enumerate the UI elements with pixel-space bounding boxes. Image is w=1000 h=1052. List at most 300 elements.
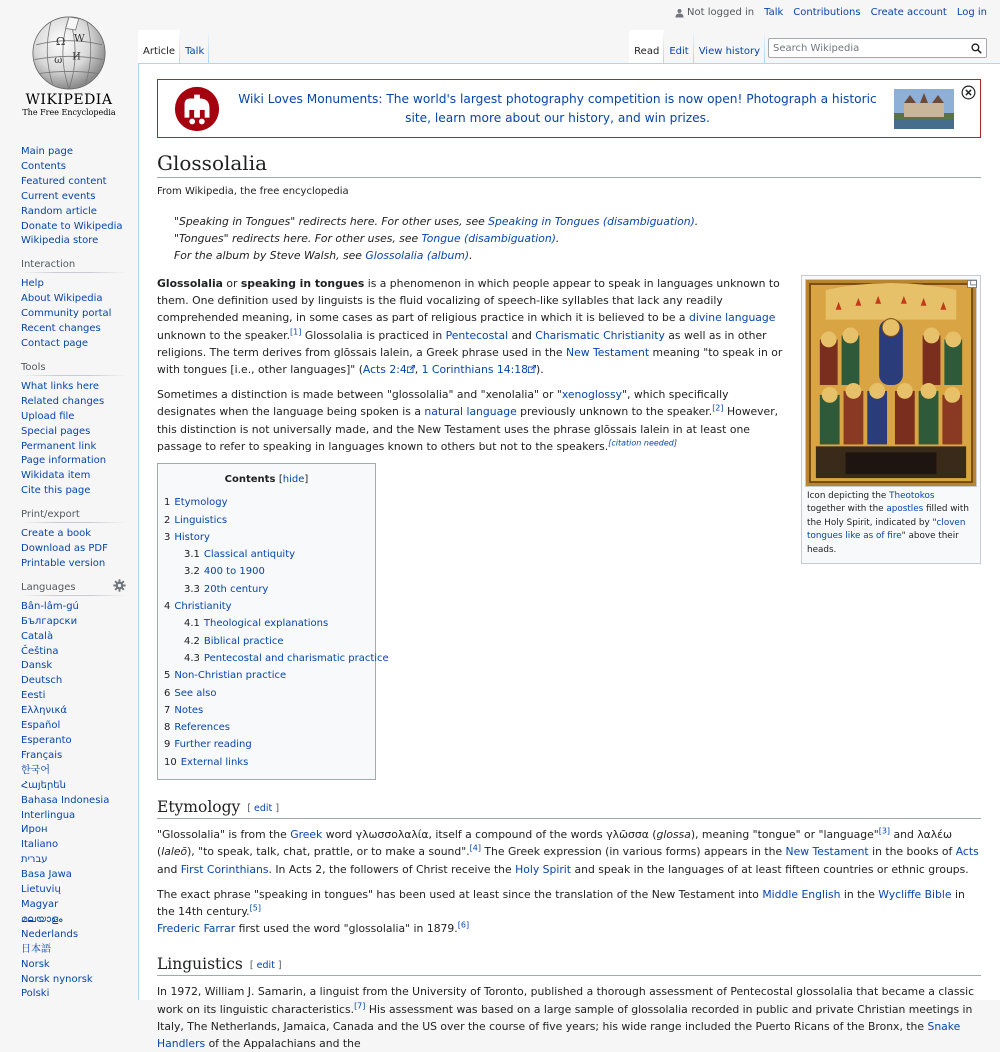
toc-number: 4: [164, 601, 171, 613]
reference-link[interactable]: [7]: [354, 1001, 366, 1011]
toc-number: 10: [164, 756, 177, 768]
text: unknown to the speaker.: [157, 328, 291, 342]
toc-link[interactable]: Theological explanations: [203, 618, 329, 630]
section-heading-etymology: [157, 797, 981, 819]
sidebar-language-item: [21, 868, 126, 883]
sidebar-language-item: [21, 600, 126, 615]
article-link[interactable]: xenoglossy: [561, 388, 623, 402]
logo-tagline: The Free Encyclopedia: [22, 108, 116, 117]
sidebar-nav-item: [21, 234, 126, 249]
sidebar-language-link[interactable]: Español: [21, 720, 61, 732]
toc-hide-link[interactable]: hide: [282, 474, 305, 486]
toc-number: 3.2: [184, 566, 200, 578]
toc-number: 8: [164, 722, 171, 734]
sidebar-language-item: [21, 898, 126, 913]
sidebar-nav-item: [21, 205, 126, 220]
caption-text: Icon depicting the: [807, 491, 890, 501]
linguistics-section: [157, 983, 981, 1052]
sidebar-language-link[interactable]: Ирон: [21, 824, 48, 836]
text: His assessment was based on a large sample of glossolalia recorded in public and private Christian meetings in Italy, The Netherlands, Jamaica, Canada and the US over the course of five years; his wide range included the Puerto Ricans of the Bronx, the: [157, 1002, 973, 1033]
central-notice-banner: [157, 79, 981, 138]
external-link-icon: [407, 365, 415, 373]
toc-number: 7: [164, 704, 171, 716]
hatnote-text: "Speaking in Tongues" redirects here. For other uses, see: [174, 215, 489, 228]
sidebar-language-item: [21, 794, 126, 809]
sidebar-tools-link[interactable]: What links here: [21, 380, 100, 392]
lead-paragraph: [157, 386, 785, 455]
toc-link[interactable]: Pentecostal and charismatic practice: [203, 652, 389, 664]
svg-text:W: W: [73, 31, 85, 45]
caption-text: filled with the Holy Spirit, indicated by ": [807, 504, 969, 528]
sidebar-print-link[interactable]: Download as PDF: [21, 543, 108, 555]
sidebar-tools-link[interactable]: Page information: [21, 455, 107, 467]
tab-article-label: Article: [143, 46, 176, 57]
contributions-link[interactable]: Contributions: [793, 7, 861, 18]
castle-photo[interactable]: [894, 89, 954, 129]
tab-edit[interactable]: [664, 30, 693, 63]
sidebar: [21, 145, 126, 1012]
external-link-icon: [528, 365, 536, 373]
sidebar-language-link[interactable]: Basa Jawa: [21, 869, 72, 881]
external-link[interactable]: [422, 363, 536, 376]
sidebar-language-item: [21, 749, 126, 764]
not-logged-in-label: Not logged in: [687, 7, 755, 18]
sidebar-nav-link[interactable]: Donate to Wikipedia: [21, 220, 123, 232]
hatnote-text: For the album by Steve Walsh, see: [174, 249, 366, 262]
sidebar-language-link[interactable]: Esperanto: [21, 735, 72, 746]
sidebar-language-item: [21, 928, 126, 943]
puzzle-globe-icon: [28, 12, 110, 94]
caption-link[interactable]: Theotokos: [889, 491, 935, 501]
sidebar-interaction-item: [21, 337, 126, 352]
lead-section: [157, 275, 981, 780]
etymology-section: [157, 826, 981, 937]
sidebar-nav-item: [21, 160, 126, 175]
sidebar-language-link[interactable]: Norsk nynorsk: [21, 973, 93, 985]
article-link[interactable]: Charismatic Christianity: [535, 328, 665, 342]
sidebar-language-item: [21, 645, 126, 660]
navigation-portal: [21, 145, 126, 249]
user-talk-link[interactable]: Talk: [764, 7, 784, 18]
paragraph: [157, 983, 981, 1052]
sidebar-tools-item: [21, 380, 126, 395]
svg-text:Ω: Ω: [55, 33, 66, 48]
text: ", which specifically designates when the language being spoken is a: [157, 388, 729, 419]
sidebar-tools-item: [21, 425, 126, 440]
interaction-heading: Interaction: [21, 259, 126, 273]
sidebar-tools-item: [21, 469, 126, 484]
sidebar-language-item: [21, 630, 126, 645]
sidebar-language-link[interactable]: Български: [21, 615, 78, 627]
toc-number: 3: [164, 531, 171, 543]
sidebar-language-item: [21, 734, 126, 749]
toc-link[interactable]: 20th century: [203, 583, 269, 595]
sidebar-language-link[interactable]: Norsk: [21, 958, 50, 970]
italic-term: laleō: [161, 845, 188, 859]
sidebar-language-link[interactable]: മലയാളം: [21, 913, 63, 925]
sidebar-print-item: [21, 557, 126, 572]
sidebar-tools-link[interactable]: Special pages: [21, 425, 91, 437]
paragraph: [157, 826, 981, 878]
sidebar-language-link[interactable]: Ελληνικά: [21, 705, 67, 717]
toc-item[interactable]: [164, 529, 369, 546]
toc-number: 9: [164, 739, 171, 751]
article-link[interactable]: divine language: [688, 311, 776, 325]
text: ,: [414, 363, 422, 377]
text: "Glossolalia" is from the: [157, 828, 291, 842]
page-title: Glossolalia: [157, 151, 981, 178]
toc-title: [164, 471, 369, 488]
banner-message[interactable]: Wiki Loves Monuments: The world's largest photography competition is now open! Photograph a historic site, learn more about our history, and win prizes.: [238, 91, 877, 125]
article-link[interactable]: Acts: [955, 845, 979, 859]
log-in-link[interactable]: Log in: [956, 7, 987, 18]
languages-heading-label: Languages: [21, 581, 76, 593]
caption-text: together with the: [807, 504, 887, 515]
caption-link[interactable]: cloven tongues like as of fire: [807, 517, 966, 542]
text: first used the word "glossolalia" in 1879.: [235, 922, 458, 936]
text: and λαλέω (: [157, 828, 952, 859]
sidebar-language-item: [21, 615, 126, 630]
sidebar-language-link[interactable]: Nederlands: [21, 928, 79, 940]
toc-list: [164, 494, 389, 771]
text: is a phenomenon in which people appear to speak in languages unknown to them. One definition used by linguists is the fluid vocalizing of speech-like syllables that lack any readily comprehended meaning, in some cases as part of religious practice in which it is believed to be a: [157, 277, 780, 325]
sidebar-language-item: [21, 987, 126, 1002]
sidebar-interaction-item: [21, 277, 126, 292]
tab-view-history[interactable]: [694, 30, 765, 63]
bold-term: Glossolalia: [157, 277, 223, 290]
tab-article[interactable]: [138, 30, 180, 63]
hatnote-text: .: [694, 215, 699, 228]
toc-link[interactable]: Linguistics: [174, 514, 228, 526]
toc-link[interactable]: Further reading: [174, 739, 252, 751]
sidebar-nav-link[interactable]: Current events: [21, 190, 96, 202]
toc-item[interactable]: [164, 546, 369, 563]
print-list: [21, 527, 126, 572]
article-link[interactable]: Wycliffe Bible: [878, 887, 952, 901]
toc-number: 3.3: [184, 583, 200, 595]
text: meaning "to speak in or with tongues [i.e., other languages]" (: [157, 345, 783, 377]
edit-section-link[interactable]: edit: [256, 960, 275, 972]
sidebar-language-link[interactable]: Čeština: [21, 645, 59, 657]
hatnote: [157, 230, 981, 247]
sidebar-tools-item: [21, 440, 126, 455]
sidebar-nav-link[interactable]: Featured content: [21, 175, 107, 187]
text: of the Appalachians and the: [205, 1037, 361, 1051]
article-link[interactable]: Middle English: [762, 887, 841, 901]
article-link[interactable]: New Testament: [785, 845, 869, 859]
sidebar-language-item: [21, 943, 126, 958]
hatnote-link[interactable]: Tongue (disambiguation): [421, 232, 556, 245]
reference-link[interactable]: [5]: [249, 903, 261, 913]
hatnote-text: .: [555, 232, 560, 245]
reference-link[interactable]: [1]: [290, 327, 302, 337]
toc-item[interactable]: [164, 581, 369, 598]
paragraph: [157, 886, 981, 938]
bold-term: speaking in tongues: [240, 277, 365, 290]
toc-title-label: Contents: [224, 474, 276, 486]
infobox-thumbnail: [801, 275, 981, 564]
section-title: Linguistics: [157, 955, 243, 974]
sidebar-tools-item: [21, 395, 126, 410]
toc-item[interactable]: [164, 736, 369, 753]
toc-item[interactable]: [164, 650, 389, 667]
main-content: [138, 63, 1000, 1051]
tools-portal: [21, 362, 126, 499]
sidebar-language-item: [21, 973, 126, 988]
tab-read[interactable]: [629, 30, 664, 63]
sidebar-nav-item: [21, 175, 126, 190]
toc-link[interactable]: See also: [174, 687, 217, 699]
toc-link[interactable]: Christianity: [174, 601, 232, 613]
sidebar-language-item: [21, 674, 126, 689]
toc-item[interactable]: [164, 633, 369, 650]
hatnote-text: "Tongues" redirects here. For other uses, see: [174, 232, 422, 245]
text: The Greek expression (in various forms) appears in the: [481, 845, 786, 859]
text: previously unknown to the speaker.: [516, 405, 713, 419]
sidebar-interaction-link[interactable]: Community portal: [21, 308, 112, 320]
reference-link[interactable]: [2]: [712, 403, 724, 413]
article-link[interactable]: New Testament: [566, 345, 650, 359]
hatnote-text: .: [469, 249, 473, 262]
toc-number: 3.1: [184, 549, 200, 561]
sidebar-tools-link[interactable]: Wikidata item: [21, 470, 91, 482]
sidebar-tools-link[interactable]: Cite this page: [21, 485, 91, 497]
svg-text:И: И: [72, 51, 81, 63]
toc-link[interactable]: Classical antiquity: [203, 549, 296, 561]
reference-link[interactable]: [3]: [878, 826, 891, 836]
sidebar-interaction-item: [21, 322, 126, 337]
print-heading: Print/export: [21, 509, 126, 523]
sidebar-language-item: [21, 823, 126, 838]
text: ).: [536, 363, 544, 377]
sidebar-language-link[interactable]: Interlingua: [21, 809, 76, 821]
site-subtitle: From Wikipedia, the free encyclopedia: [157, 186, 349, 197]
toc-item[interactable]: [164, 702, 369, 719]
article-link[interactable]: Greek: [290, 828, 323, 842]
toc-number: 6: [164, 687, 171, 699]
tab-read-label: Read: [634, 46, 660, 57]
search-input[interactable]: [769, 43, 968, 54]
wiki-loves-monuments-logo[interactable]: [173, 85, 221, 133]
sidebar-language-link[interactable]: Dansk: [21, 660, 53, 672]
user-icon: [675, 8, 684, 18]
toc-item[interactable]: [164, 512, 369, 529]
text: in the: [840, 887, 879, 901]
tab-talk-label[interactable]: Talk: [185, 46, 205, 57]
reference-link[interactable]: [6]: [457, 920, 470, 930]
article-link[interactable]: Snake Handlers: [157, 1019, 961, 1051]
not-logged-in: [675, 7, 754, 18]
toc-number: 2: [164, 514, 171, 526]
close-icon[interactable]: [961, 85, 976, 100]
sidebar-language-link[interactable]: Français: [21, 749, 63, 761]
sidebar-interaction-link[interactable]: Recent changes: [21, 323, 101, 335]
text: In 1972, William J. Samarin, a linguist from the University of Toronto, published a thorough assessment of Pentecostal glossolalia that became a classic work on its linguistic characteristics.: [157, 985, 975, 1016]
search-icon: [971, 43, 982, 54]
lead-paragraph: [157, 275, 785, 378]
tools-list: [21, 380, 126, 499]
sidebar-language-item: [21, 779, 126, 794]
toc-link[interactable]: Etymology: [174, 497, 228, 509]
sidebar-language-link[interactable]: 日本語: [21, 943, 51, 955]
sidebar-interaction-link[interactable]: Contact page: [21, 337, 89, 349]
hatnote-link[interactable]: Glossolalia (album): [365, 249, 470, 262]
sidebar-language-link[interactable]: Bahasa Indonesia: [21, 794, 110, 806]
tab-talk[interactable]: [180, 30, 209, 63]
caption-text: " above their heads.: [807, 531, 959, 555]
sidebar-language-link[interactable]: Italiano: [21, 839, 59, 851]
toc-item[interactable]: [164, 598, 369, 615]
sidebar-language-link[interactable]: 한국어: [21, 764, 50, 776]
toc-link[interactable]: References: [174, 722, 230, 734]
article-link[interactable]: Pentecostal: [445, 328, 509, 342]
sidebar-tools-item: [21, 484, 126, 499]
sidebar-language-item: [21, 764, 126, 779]
sidebar-language-item: [21, 704, 126, 719]
sidebar-language-link[interactable]: עברית: [21, 854, 48, 866]
hatnote: [157, 213, 981, 230]
edit-section-link[interactable]: edit: [254, 802, 273, 814]
sidebar-tools-link[interactable]: Related changes: [21, 395, 105, 407]
toc-hide: [hide]: [278, 474, 309, 486]
sidebar-language-item: [21, 659, 126, 674]
text: . In Acts 2, the followers of Christ receive the: [268, 862, 516, 876]
text: ), "to speak, talk, chat, prattle, or to make a sound".: [187, 845, 470, 859]
italic-term: glossa: [656, 828, 691, 842]
sidebar-language-item: [21, 958, 126, 973]
create-account-link[interactable]: Create account: [870, 7, 947, 18]
text: Sometimes a distinction is made between "glossolalia" and "xenolalia" or ": [157, 388, 562, 402]
toc-item[interactable]: [164, 754, 369, 771]
namespace-tabs: [138, 30, 209, 63]
toc-item[interactable]: [164, 719, 369, 736]
sidebar-tools-item: [21, 454, 126, 469]
toc-item[interactable]: [164, 615, 369, 632]
toc-link[interactable]: Non-Christian practice: [174, 670, 287, 682]
navigation-list: [21, 145, 126, 249]
thumbnail-caption: [805, 487, 977, 560]
section-heading-linguistics: [157, 954, 981, 976]
sidebar-print-link[interactable]: Printable version: [21, 557, 106, 569]
gear-icon[interactable]: [113, 579, 126, 592]
text: However, this distinction is not universally made, and the New Testament uses the phrase glōssais lalein in at least one passage to refer to speaking in languages known to others but not to the speakers.: [157, 405, 779, 453]
hatnote: [157, 247, 981, 264]
search-button[interactable]: [968, 40, 984, 56]
external-link-label: Acts 2:4: [362, 363, 407, 377]
tab-edit-label[interactable]: Edit: [669, 46, 689, 57]
sidebar-language-link[interactable]: Lietuvių: [21, 884, 61, 896]
citation-needed-link[interactable]: [citation needed]: [608, 438, 677, 448]
toc-item[interactable]: [164, 494, 369, 511]
personal-tools: [675, 7, 987, 18]
toc-number: 4.2: [184, 635, 200, 647]
sidebar-interaction-link[interactable]: About Wikipedia: [21, 293, 103, 305]
toc-item[interactable]: [164, 685, 369, 702]
sidebar-print-link[interactable]: Create a book: [21, 528, 92, 540]
lead-text: [157, 275, 785, 455]
sidebar-language-link[interactable]: Eesti: [21, 690, 46, 702]
sidebar-language-link[interactable]: Deutsch: [21, 675, 63, 687]
text: and speak in the languages of at least fifteen countries or ethnic groups.: [571, 862, 969, 876]
toc-link[interactable]: Biblical practice: [203, 635, 284, 647]
sidebar-interaction-item: [21, 307, 126, 322]
toc-number: 4.3: [184, 652, 200, 664]
text: or: [222, 277, 241, 290]
toc-item[interactable]: [164, 667, 369, 684]
text: in the books of: [868, 845, 956, 859]
wikipedia-logo[interactable]: [0, 0, 138, 130]
sidebar-tools-link[interactable]: Permanent link: [21, 440, 97, 452]
sidebar-language-item: [21, 883, 126, 898]
sidebar-language-item: [21, 838, 126, 853]
reference-link[interactable]: [4]: [469, 843, 481, 853]
languages-portal: [21, 582, 126, 1002]
sidebar-nav-link[interactable]: Wikipedia store: [21, 235, 99, 247]
toc-number: 5: [164, 670, 171, 682]
print-portal: [21, 509, 126, 572]
edit-section: [ edit ]: [249, 960, 282, 972]
sidebar-print-item: [21, 542, 126, 557]
page-tabs: [138, 30, 987, 63]
section-title: Etymology: [157, 797, 241, 816]
text: Glossolalia is practiced in: [301, 328, 446, 342]
sidebar-nav-link[interactable]: Main page: [21, 146, 74, 157]
sidebar-tools-link[interactable]: Upload file: [21, 410, 75, 422]
text: in the 14th century.: [157, 887, 965, 918]
article-link[interactable]: Frederic Farrar: [157, 922, 236, 936]
sidebar-interaction-item: [21, 292, 126, 307]
hatnotes: [157, 213, 981, 264]
view-tabs: [629, 30, 765, 63]
sidebar-language-link[interactable]: Català: [21, 630, 54, 642]
sidebar-language-item: [21, 913, 126, 928]
table-of-contents: [157, 463, 389, 780]
toc-item[interactable]: [164, 563, 369, 580]
sidebar-interaction-link[interactable]: Help: [21, 278, 44, 290]
text: ), meaning "tongue" or "language": [690, 828, 879, 842]
article-link[interactable]: Holy Spirit: [515, 862, 572, 876]
article-link[interactable]: First Corinthians: [180, 862, 269, 876]
hatnote-link[interactable]: Speaking in Tongues (disambiguation): [488, 215, 695, 228]
sidebar-nav-link[interactable]: Random article: [21, 205, 97, 217]
article-link[interactable]: natural language: [424, 405, 517, 419]
sidebar-tools-item: [21, 410, 126, 425]
text: The exact phrase "speaking in tongues" has been used at least since the translation of the New Testament into: [157, 887, 763, 901]
enlarge-icon[interactable]: [967, 280, 977, 288]
sidebar-language-link[interactable]: Polski: [21, 988, 50, 1000]
sidebar-nav-item: [21, 190, 126, 205]
external-link[interactable]: [363, 363, 415, 376]
toc-link[interactable]: History: [174, 531, 210, 543]
caption-link[interactable]: apostles: [886, 504, 924, 515]
toc-link[interactable]: 400 to 1900: [203, 566, 265, 578]
sidebar-nav-item: [21, 220, 126, 235]
tools-heading: Tools: [21, 362, 126, 376]
sidebar-nav-link[interactable]: Contents: [21, 160, 66, 172]
toc-number: 1: [164, 497, 171, 509]
sidebar-language-link[interactable]: Bân-lâm-gú: [21, 600, 79, 612]
sidebar-language-link[interactable]: Հայերեն: [21, 779, 66, 791]
tab-view-history-label[interactable]: View history: [698, 46, 760, 57]
text: word γλωσσολαλία, itself a compound of the words γλῶσσα (: [322, 828, 657, 842]
svg-text:ω: ω: [54, 54, 63, 66]
interaction-list: [21, 277, 126, 352]
pentecost-icon-image[interactable]: [805, 279, 977, 487]
toc-link[interactable]: External links: [180, 756, 249, 768]
sidebar-language-item: [21, 719, 126, 734]
toc-link[interactable]: Notes: [174, 704, 204, 716]
sidebar-language-link[interactable]: Magyar: [21, 898, 59, 910]
